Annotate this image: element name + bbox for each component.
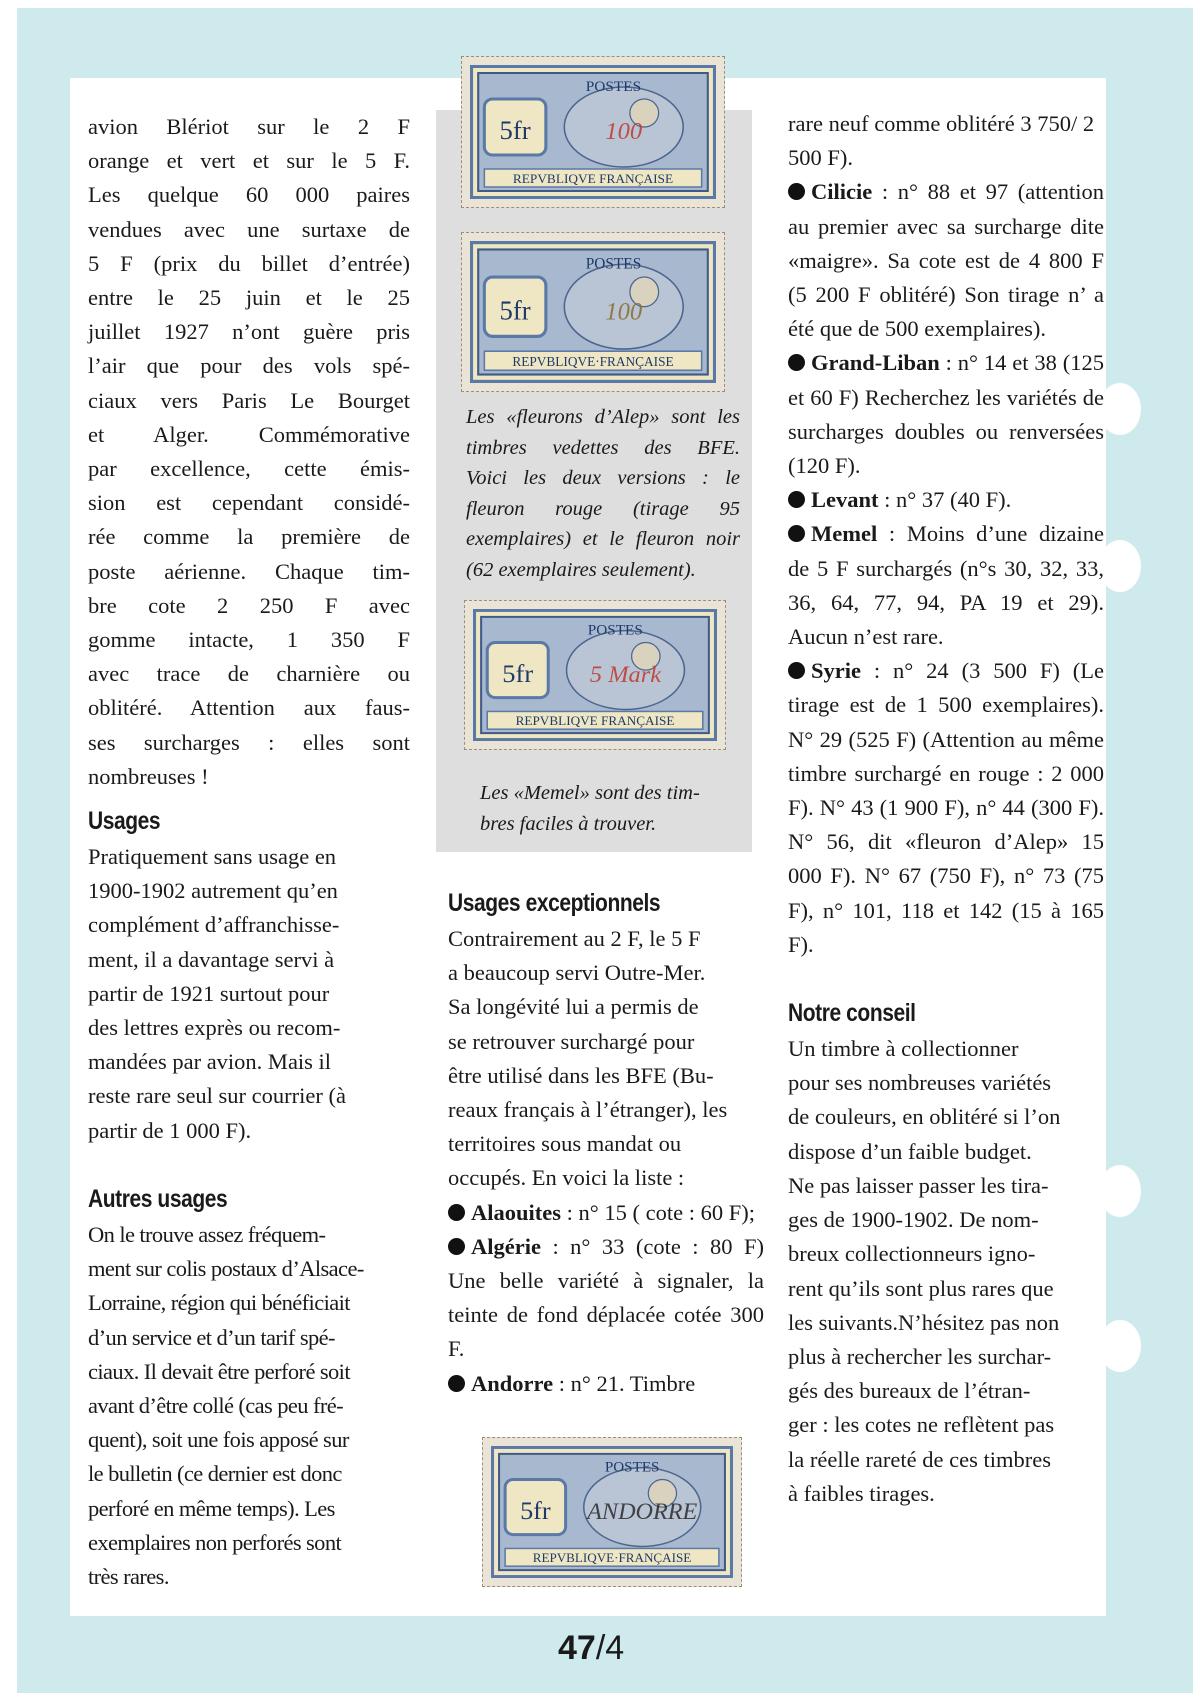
territory-entry [448, 1367, 764, 1401]
text-line: Voici les deux versions : le [466, 467, 740, 489]
text-line: partir de 1921 surtout pour [88, 980, 330, 1006]
territory-detail: : n° 37 (40 F). [878, 487, 1012, 513]
exceptional-intro [448, 922, 764, 1196]
text-line: bre cote 2 250 F avec [88, 592, 410, 618]
page-number [558, 1628, 624, 1668]
text-line: complément d’affranchisse- [88, 912, 340, 938]
territory-name: Algérie [471, 1233, 541, 1259]
stamp-alep-red-fleuron [461, 56, 725, 208]
text-line: ciaux. Il devait être perforé soit [88, 1358, 350, 1384]
territory-name: Cilicie [811, 179, 873, 205]
territory-entry [448, 1230, 764, 1367]
territory-list [448, 1196, 764, 1401]
text-line: orange et vert et sur le 5 F. [88, 148, 410, 174]
text-line: pour ses nombreuses variétés [788, 1070, 1052, 1096]
territory-detail: : n° 24 (3 500 F) (Le tirage est de 1 500 exemplaires). N° 29 (525 F) (Attention au même timbre surchargé en rouge : 2 000 F). N° 43 (1 900 F), n° 44 (300 F). N° 56, dit «fleuron d’Alep» 15 000 F). N° 67 (750 F), n° 73 (75 F), n° 101, 118 et 142 (15 à 165 F). [788, 658, 1104, 957]
stamp-surcharge: ANDORRE [587, 1499, 698, 1525]
text-line: poste aérienne. Chaque tim- [88, 558, 410, 584]
text-line: très rares. [88, 1563, 169, 1589]
territory-entry [788, 175, 1104, 346]
stamp-top-text: POSTES [604, 1459, 660, 1476]
text-line: entre le 25 juin et le 25 [88, 285, 410, 311]
text-line: par excellence, cette émis- [88, 456, 410, 482]
stamp-alep-red-fleuron-icon [470, 65, 716, 199]
text-line: exemplaires non perforés sont [88, 1529, 342, 1555]
text-line: (62 exemplaires seulement). [466, 558, 696, 581]
intro-paragraph [88, 110, 410, 794]
heading-autres-usages: Autres usages [88, 1184, 228, 1213]
bullet-icon [788, 662, 805, 679]
stamp-memel-icon [473, 609, 717, 741]
text-line: bres faciles à trouver. [480, 812, 657, 835]
text-line: Un timbre à collectionner [788, 1036, 1019, 1062]
text-line: 5 F (prix du billet d’entrée) [88, 250, 410, 276]
text-line: dispose d’un faible budget. [788, 1138, 1032, 1164]
territory-entry [788, 654, 1104, 962]
text-line: plus à rechercher les surchar- [788, 1343, 1052, 1369]
text-line: 1900-1902 autrement qu’en [88, 878, 338, 904]
stamp-surcharge: 100 [605, 298, 643, 326]
territory-name: Grand-Liban [811, 350, 940, 376]
bullet-icon [788, 491, 805, 508]
text-line: Les «Memel» sont des tim- [480, 782, 700, 804]
bullet-icon [788, 183, 805, 200]
text-line: timbres vedettes des BFE. [466, 436, 740, 459]
territory-detail: : n° 15 ( cote : 60 F); [561, 1199, 755, 1225]
text-line: ment, il a davantage servi à [88, 946, 335, 972]
text-line: Lorraine, région qui bénéficiait [88, 1290, 350, 1316]
text-line: d’un service et d’un tarif spé- [88, 1324, 335, 1350]
stamp-alep-black-fleuron [461, 232, 725, 392]
text-line: Ne pas laisser passer les tira- [788, 1172, 1049, 1198]
text-line: a beaucoup servi Outre-Mer. [448, 960, 706, 986]
text-line: gés des bureaux de l’étran- [788, 1378, 1031, 1404]
autres-usages-paragraph [88, 1218, 410, 1594]
stamp-andorre-icon [491, 1446, 733, 1578]
bullet-icon [448, 1204, 465, 1221]
bullet-icon [788, 525, 805, 542]
territory-detail: : n° 14 et 38 (125 et 60 F) Recherchez les variétés de surcharges doubles ou renversées (120 F). [788, 350, 1104, 479]
stamp-bottom-text: REPVBLIQVE FRANÇAISE [512, 171, 674, 186]
text-line: à faibles tirages. [788, 1480, 935, 1506]
caption-fleurons [466, 402, 740, 585]
text-line: ses surcharges : elles sont [88, 729, 410, 755]
text-line: quent), soit une fois apposé sur [88, 1427, 349, 1453]
stamp-surcharge: 100 [605, 118, 643, 145]
text-line: l’air que pour des vols spé- [88, 353, 410, 379]
stamp-value: 5fr [499, 116, 531, 145]
text-line: perforé en même temps). Les [88, 1495, 335, 1521]
text-line: oblitéré. Attention aux faus- [88, 695, 410, 721]
stamp-bottom-text: REPVBLIQVE·FRANÇAISE [532, 1550, 692, 1566]
territory-name: Alaouites [471, 1199, 561, 1225]
text-line: occupés. En voici la liste : [448, 1165, 685, 1191]
text-line: ger : les cotes ne reflètent pas [788, 1412, 1055, 1438]
text-line: juillet 1927 n’ont guère pris [88, 319, 410, 345]
text-line: et Alger. Commémorative [88, 421, 410, 447]
stamp-top-text: POSTES [585, 255, 642, 273]
text-line: se retrouver surchargé pour [448, 1028, 695, 1054]
page-number-value: 47 [558, 1629, 596, 1667]
territory-detail: : n° 33 (cote : 80 F) Une belle variété à signaler, la teinte de fond déplacée cotée 300 F. [448, 1233, 764, 1362]
text-line: ment sur colis postaux d’Alsace- [88, 1256, 364, 1282]
text-line: sion est cependant considé- [88, 490, 410, 516]
stamp-bottom-text: REPVBLIQVE FRANÇAISE [515, 713, 675, 729]
stamp-top-text: POSTES [587, 622, 643, 639]
bullet-icon [788, 354, 805, 371]
text-line: Les quelque 60 000 paires [88, 182, 410, 208]
stamp-alep-black-fleuron-icon [470, 241, 716, 383]
text-line: territoires sous mandat ou [448, 1131, 682, 1157]
text-line: le bulletin (ce dernier est donc [88, 1461, 342, 1487]
text-line: nombreuses ! [88, 763, 209, 789]
territory-detail: : n° 21. Timbre [553, 1370, 696, 1396]
territory-name: Andorre [471, 1370, 554, 1396]
continuation-text: rare neuf comme oblitéré 3 750/ 2 500 F). [788, 111, 1095, 171]
heading-notre-conseil: Notre conseil [788, 999, 916, 1028]
territory-entry [448, 1196, 764, 1230]
text-line: Pratiquement sans usage en [88, 844, 337, 870]
text-line: rent qu’ils sont plus rares que [788, 1275, 1054, 1301]
stamp-value: 5fr [502, 659, 534, 688]
text-line: Sa longévité lui a permis de [448, 994, 699, 1020]
heading-usages-exceptionnels: Usages exceptionnels [448, 889, 661, 917]
territory-entry [788, 517, 1104, 654]
text-line: vendues avec une surtaxe de [88, 216, 410, 242]
territory-list-continued [788, 175, 1104, 962]
usages-paragraph [88, 840, 410, 1148]
text-line: reste rare seul sur courrier (à [88, 1083, 346, 1109]
caption-memel [480, 778, 740, 839]
stamp-surcharge: 5 Mark [589, 662, 662, 688]
territory-name: Levant [811, 487, 879, 513]
text-line: rée comme la première de [88, 524, 410, 550]
text-line: fleuron rouge (tirage 95 [466, 497, 740, 520]
text-line: On le trouve assez fréquem- [88, 1221, 326, 1247]
territory-entry [788, 483, 1104, 517]
stamp-top-text: POSTES [585, 78, 642, 95]
stamp-value: 5fr [520, 1496, 551, 1525]
text-line: Contrairement au 2 F, le 5 F [448, 926, 701, 951]
stamp-bottom-text: REPVBLIQVE·FRANÇAISE [512, 353, 674, 370]
text-line: breux collectionneurs igno- [788, 1241, 1036, 1267]
text-line: être utilisé dans les BFE (Bu- [448, 1062, 714, 1088]
text-line: avec trace de charnière ou [88, 661, 410, 687]
text-line: la réelle rareté de ces timbres [788, 1446, 1051, 1472]
territory-name: Memel [811, 521, 878, 547]
stamp-andorre [482, 1437, 742, 1587]
page-section-value: 4 [605, 1629, 625, 1667]
text-line: Les «fleurons d’Alep» sont les [466, 406, 740, 428]
text-line: partir de 1 000 F). [88, 1117, 252, 1143]
column-right [788, 107, 1104, 1511]
column-left [88, 110, 410, 1594]
text-line: gomme intacte, 1 350 F [88, 627, 410, 653]
page-number-separator: / [595, 1629, 606, 1667]
territory-detail: : n° 88 et 97 (attention au premier avec sa surcharge dite «maigre». Sa cote est de 4 800 F (5 200 F oblitéré) Son tirage n’ a été que de 500 exemplaires). [788, 179, 1104, 342]
stamp-value: 5fr [499, 295, 531, 326]
bullet-icon [448, 1375, 465, 1392]
bullet-icon [448, 1238, 465, 1255]
column-middle [448, 876, 764, 1401]
text-line: ges de 1900-1902. De nom- [788, 1207, 1039, 1233]
advice-paragraph [788, 1032, 1104, 1511]
text-line: ciaux vers Paris Le Bourget [88, 387, 410, 413]
text-line: avant d’être collé (cas peu fré- [88, 1392, 344, 1418]
text-line: exemplaires) et le fleuron noir [466, 528, 740, 550]
stamp-memel [464, 600, 726, 750]
text-line: des lettres exprès ou recom- [88, 1015, 341, 1041]
text-line: les suivants.N’hésitez pas non [788, 1309, 1060, 1335]
heading-usages: Usages [88, 807, 161, 836]
territory-name: Syrie [811, 658, 861, 684]
text-line: de couleurs, en oblitéré si l’on [788, 1104, 1061, 1130]
territory-detail: : Moins d’une dizaine de 5 F surchargés (n°s 30, 32, 33, 36, 64, 77, 94, PA 19 et 29). Aucun n’est rare. [788, 521, 1104, 650]
text-line: reaux français à l’étranger), les [448, 1097, 728, 1123]
text-line: mandées par avion. Mais il [88, 1049, 332, 1075]
text-line: avion Blériot sur le 2 F [88, 114, 410, 139]
territory-entry [788, 346, 1104, 483]
